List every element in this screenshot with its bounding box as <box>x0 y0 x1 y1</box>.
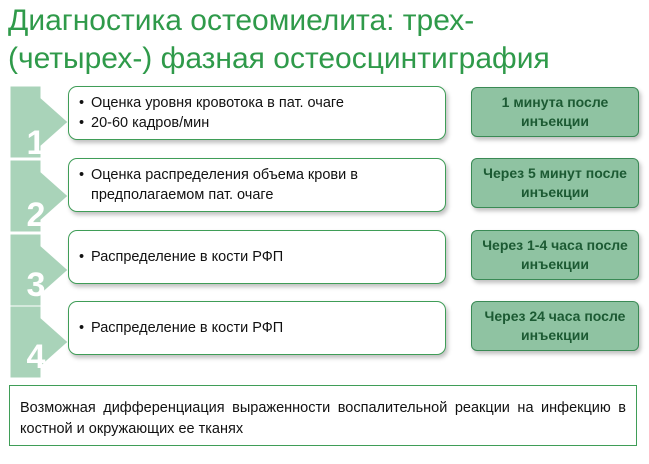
step-number-1: 1 <box>26 124 46 162</box>
timing-badge-2: Через 5 минут после инъекции <box>471 158 639 208</box>
step-3-bullet-1: • Распределение в кости РФП <box>79 249 284 265</box>
timing-badge-4: Через 24 часа после инъекции <box>471 301 639 351</box>
timing-badge-3: Через 1-4 часа после инъекции <box>471 230 639 280</box>
step-box-4 <box>68 301 446 355</box>
title-line-2: (четырех-) фазная остеосцинтиграфия <box>8 42 550 75</box>
summary-note: Возможная дифференциация выраженности воспалительной реакции на инфекцию в костной и окружающих ее тканях <box>9 385 637 446</box>
step-1-bullet-1: • Оценка уровня кровотока в пат. очаге <box>79 95 344 111</box>
step-1-bullet-2: • 20-60 кадров/мин <box>79 115 210 131</box>
step-4-bullet-1: • Распределение в кости РФП <box>79 320 284 336</box>
title-line-1: Диагностика остеомиелита: трех- <box>8 4 475 37</box>
step-2-bullet-1: • Оценка распределения объема крови в предполагаемом пат. очаге <box>79 167 358 203</box>
step-box-3 <box>68 230 446 284</box>
step-number-2: 2 <box>26 196 46 234</box>
step-box-2 <box>68 158 446 212</box>
step-number-4: 4 <box>26 338 46 376</box>
step-box-1 <box>68 86 446 140</box>
step-number-3: 3 <box>26 266 46 304</box>
timing-badge-1: 1 минута после инъекции <box>471 87 639 137</box>
